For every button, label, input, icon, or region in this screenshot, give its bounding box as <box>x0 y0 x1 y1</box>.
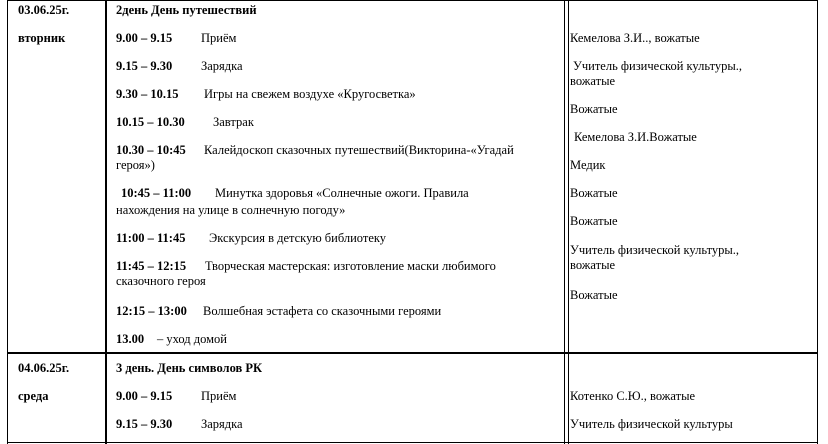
responsible: Учитель физической культуры., <box>570 243 740 257</box>
time-slot: 10.30 – 10:45 <box>116 143 186 157</box>
border-right <box>817 0 818 444</box>
time-slot: 10.15 – 10.30 <box>116 115 185 129</box>
responsible: Котенко С.Ю., вожатые <box>570 389 696 403</box>
time-slot: 9.15 – 9.30 <box>116 59 173 73</box>
activity: Приём <box>201 31 237 45</box>
activity: Приём <box>201 389 237 403</box>
time-slot: 9.15 – 9.30 <box>116 417 173 431</box>
time-slot: 10:45 – 11:00 <box>121 186 192 200</box>
responsible: Учитель физической культуры <box>570 417 733 431</box>
activity: Творческая мастерская: изготовление маски любимого <box>205 259 496 273</box>
activity: сказочного героя <box>116 274 206 288</box>
activity: Зарядка <box>201 417 243 431</box>
responsible: Кемелова З.И.Вожатые <box>574 130 697 144</box>
time-slot: 9.00 – 9.15 <box>116 389 173 403</box>
day1-date: 03.06.25г. <box>18 3 70 17</box>
activity: Зарядка <box>201 59 243 73</box>
time-slot: 9.30 – 10.15 <box>116 87 179 101</box>
time-slot: 11:45 – 12:15 <box>116 259 187 273</box>
day-separator <box>7 352 818 354</box>
activity: Минутка здоровья «Солнечные ожоги. Правила <box>215 186 469 200</box>
time-slot: 9.00 – 9.15 <box>116 31 173 45</box>
activity: героя») <box>116 158 155 172</box>
responsible: вожатые <box>570 258 616 272</box>
responsible: Вожатые <box>570 186 618 200</box>
day2-title: 3 день. День символов РК <box>116 361 263 375</box>
responsible: Вожатые <box>570 102 618 116</box>
day1-weekday: вторник <box>18 31 66 45</box>
activity: нахождения на улице в солнечную погоду» <box>116 203 346 217</box>
responsible: Медик <box>570 158 606 172</box>
responsible: Вожатые <box>570 214 618 228</box>
column-divider-1 <box>105 0 107 444</box>
responsible: Вожатые <box>570 288 618 302</box>
column-divider-2 <box>564 0 565 444</box>
activity: Калейдоскоп сказочных путешествий(Викторина-«Угадай <box>204 143 514 157</box>
border-left <box>7 0 8 444</box>
activity: Экскурсия в детскую библиотеку <box>209 231 387 245</box>
activity: – уход домой <box>157 332 227 346</box>
activity: Волшебная эстафета со сказочными героями <box>203 304 442 318</box>
border-top <box>7 0 818 1</box>
time-slot: 11:00 – 11:45 <box>116 231 186 245</box>
day2-date: 04.06.25г. <box>18 361 70 375</box>
responsible: вожатые <box>570 74 616 88</box>
activity: Завтрак <box>213 115 254 129</box>
border-bottom <box>7 442 818 443</box>
responsible: Учитель физической культуры., <box>573 59 743 73</box>
column-divider-2b <box>568 0 569 444</box>
day2-weekday: среда <box>18 389 49 403</box>
activity: Игры на свежем воздухе «Кругосветка» <box>204 87 416 101</box>
responsible: Кемелова З.И.., вожатые <box>570 31 700 45</box>
time-slot: 12:15 – 13:00 <box>116 304 187 318</box>
day1-title: 2день День путешествий <box>116 3 257 17</box>
time-slot: 13.00 <box>116 332 145 346</box>
